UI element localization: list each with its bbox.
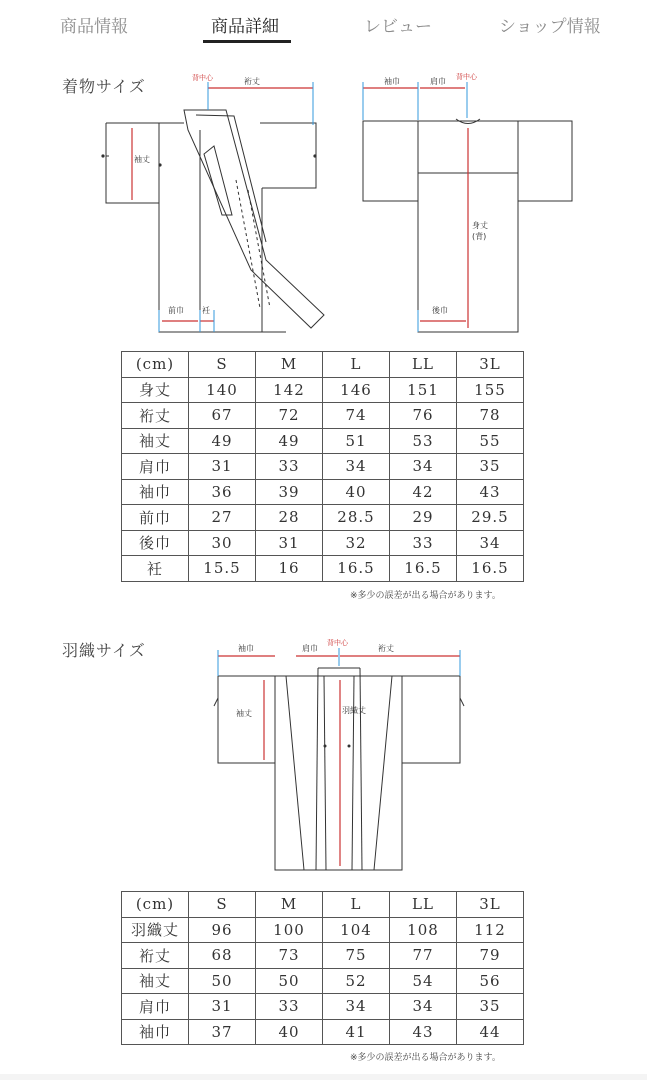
himo-right <box>348 745 351 748</box>
table-header-cell: (cm) <box>122 892 189 918</box>
sleeve-mark-left <box>101 154 104 157</box>
table-cell: 49 <box>189 428 256 454</box>
table-header-cell: 3L <box>457 352 524 378</box>
tab-shop-info[interactable]: ショップ情報 <box>499 17 601 37</box>
table-row <box>122 556 524 582</box>
table-cell: 42 <box>390 479 457 505</box>
table-cell: 41 <box>323 1019 390 1045</box>
table-cell: 151 <box>390 377 457 403</box>
table-header-cell: S <box>189 352 256 378</box>
table-row <box>122 968 524 994</box>
haori-note: ※多少の誤差が出る場合があります。 <box>350 1053 501 1063</box>
table-cell: 40 <box>256 1019 323 1045</box>
okumi-label: 衽 <box>202 306 210 315</box>
table-cell: 衽 <box>122 556 189 582</box>
table-cell: 羽織丈 <box>122 917 189 943</box>
sleeve-mark-right <box>313 154 316 157</box>
table-row <box>122 943 524 969</box>
table-header-row <box>122 352 524 378</box>
table-cell: 100 <box>256 917 323 943</box>
table-cell: 34 <box>323 454 390 480</box>
tab-product-details[interactable]: 商品詳細 <box>211 17 279 37</box>
sode-take-label: 袖丈 <box>134 155 150 164</box>
haori-kata-haba-label: 肩巾 <box>302 644 318 653</box>
kimono-size-title: 着物サイズ <box>62 77 146 96</box>
haori-size-table <box>121 891 524 1045</box>
table-cell: 140 <box>189 377 256 403</box>
table-cell: 43 <box>390 1019 457 1045</box>
table-cell: 44 <box>457 1019 524 1045</box>
table-cell: 31 <box>189 454 256 480</box>
table-cell: 36 <box>189 479 256 505</box>
table-row <box>122 403 524 429</box>
table-row <box>122 994 524 1020</box>
table-cell: 142 <box>256 377 323 403</box>
table-row <box>122 377 524 403</box>
kimono-note: ※多少の誤差が出る場合があります。 <box>350 591 501 601</box>
table-header-cell: (cm) <box>122 352 189 378</box>
table-cell: 肩巾 <box>122 994 189 1020</box>
table-cell: 28 <box>256 505 323 531</box>
table-cell: 76 <box>390 403 457 429</box>
table-cell: 31 <box>189 994 256 1020</box>
table-row <box>122 428 524 454</box>
mi-take-label: 身丈 <box>472 221 488 230</box>
haori-take-label: 羽織丈 <box>342 706 366 715</box>
table-header-cell: M <box>256 892 323 918</box>
table-cell: 35 <box>457 994 524 1020</box>
table-cell: 75 <box>323 943 390 969</box>
table-row <box>122 530 524 556</box>
table-cell: 34 <box>457 530 524 556</box>
table-cell: 55 <box>457 428 524 454</box>
mi-take-sub-label: (背) <box>472 232 487 241</box>
table-cell: 裄丈 <box>122 943 189 969</box>
table-cell: 袖巾 <box>122 479 189 505</box>
table-cell: 73 <box>256 943 323 969</box>
table-row <box>122 505 524 531</box>
tab-product-info[interactable]: 商品情報 <box>60 17 128 37</box>
kimono-back-diagram <box>358 70 578 336</box>
table-cell: 28.5 <box>323 505 390 531</box>
table-cell: 79 <box>457 943 524 969</box>
ushiro-haba-label: 後巾 <box>432 306 448 315</box>
table-header-cell: L <box>323 892 390 918</box>
table-cell: 肩巾 <box>122 454 189 480</box>
table-cell: 50 <box>189 968 256 994</box>
haori-sode-haba-label: 袖巾 <box>238 644 254 653</box>
table-cell: 68 <box>189 943 256 969</box>
table-cell: 51 <box>323 428 390 454</box>
table-cell: 78 <box>457 403 524 429</box>
table-cell: 34 <box>390 994 457 1020</box>
table-cell: 16.5 <box>457 556 524 582</box>
table-row <box>122 479 524 505</box>
table-cell: 40 <box>323 479 390 505</box>
tab-reviews[interactable]: レビュー <box>364 17 432 37</box>
himo-left <box>324 745 327 748</box>
table-cell: 49 <box>256 428 323 454</box>
table-cell: 32 <box>323 530 390 556</box>
table-cell: 54 <box>390 968 457 994</box>
table-cell: 35 <box>457 454 524 480</box>
table-cell: 裄丈 <box>122 403 189 429</box>
table-cell: 104 <box>323 917 390 943</box>
table-header-cell: M <box>256 352 323 378</box>
table-cell: 15.5 <box>189 556 256 582</box>
table-cell: 前巾 <box>122 505 189 531</box>
table-cell: 27 <box>189 505 256 531</box>
table-cell: 37 <box>189 1019 256 1045</box>
table-cell: 34 <box>323 994 390 1020</box>
table-cell: 29 <box>390 505 457 531</box>
body-mark <box>158 163 161 166</box>
table-cell: 43 <box>457 479 524 505</box>
table-cell: 72 <box>256 403 323 429</box>
table-cell: 後巾 <box>122 530 189 556</box>
table-cell: 身丈 <box>122 377 189 403</box>
table-header-cell: LL <box>390 892 457 918</box>
table-row <box>122 454 524 480</box>
table-cell: 34 <box>390 454 457 480</box>
table-row <box>122 1019 524 1045</box>
table-cell: 33 <box>256 994 323 1020</box>
table-cell: 52 <box>323 968 390 994</box>
table-cell: 96 <box>189 917 256 943</box>
table-cell: 74 <box>323 403 390 429</box>
table-header-row <box>122 892 524 918</box>
table-cell: 112 <box>457 917 524 943</box>
table-cell: 77 <box>390 943 457 969</box>
table-cell: 袖丈 <box>122 428 189 454</box>
table-cell: 146 <box>323 377 390 403</box>
table-header-cell: L <box>323 352 390 378</box>
table-row <box>122 917 524 943</box>
table-header-cell: 3L <box>457 892 524 918</box>
kimono-size-table <box>121 351 524 582</box>
bottom-divider <box>0 1074 647 1080</box>
table-cell: 31 <box>256 530 323 556</box>
haori-sode-take-label: 袖丈 <box>236 709 252 718</box>
table-header-cell: S <box>189 892 256 918</box>
table-cell: 39 <box>256 479 323 505</box>
table-cell: 50 <box>256 968 323 994</box>
table-header-cell: LL <box>390 352 457 378</box>
table-cell: 53 <box>390 428 457 454</box>
active-tab-indicator <box>203 40 291 43</box>
table-cell: 67 <box>189 403 256 429</box>
haori-yuki-label: 裄丈 <box>378 644 394 653</box>
table-cell: 16.5 <box>323 556 390 582</box>
table-cell: 33 <box>390 530 457 556</box>
kata-haba-label: 肩巾 <box>430 77 446 86</box>
table-cell: 16.5 <box>390 556 457 582</box>
table-cell: 33 <box>256 454 323 480</box>
table-cell: 16 <box>256 556 323 582</box>
sode-haba-label: 袖巾 <box>384 77 400 86</box>
tab-bar <box>0 0 647 46</box>
haori-center-back-label: 背中心 <box>327 639 348 647</box>
haori-diagram <box>208 636 470 876</box>
table-cell: 108 <box>390 917 457 943</box>
yuki-label: 裄丈 <box>244 77 260 86</box>
mae-haba-label: 前巾 <box>168 306 184 315</box>
center-back-label-back: 背中心 <box>456 73 477 81</box>
table-cell: 袖丈 <box>122 968 189 994</box>
table-cell: 30 <box>189 530 256 556</box>
haori-size-title: 羽織サイズ <box>62 641 146 660</box>
kimono-front-diagram <box>96 70 332 336</box>
center-back-label: 背中心 <box>192 74 213 82</box>
table-cell: 155 <box>457 377 524 403</box>
table-cell: 29.5 <box>457 505 524 531</box>
table-cell: 袖巾 <box>122 1019 189 1045</box>
table-cell: 56 <box>457 968 524 994</box>
